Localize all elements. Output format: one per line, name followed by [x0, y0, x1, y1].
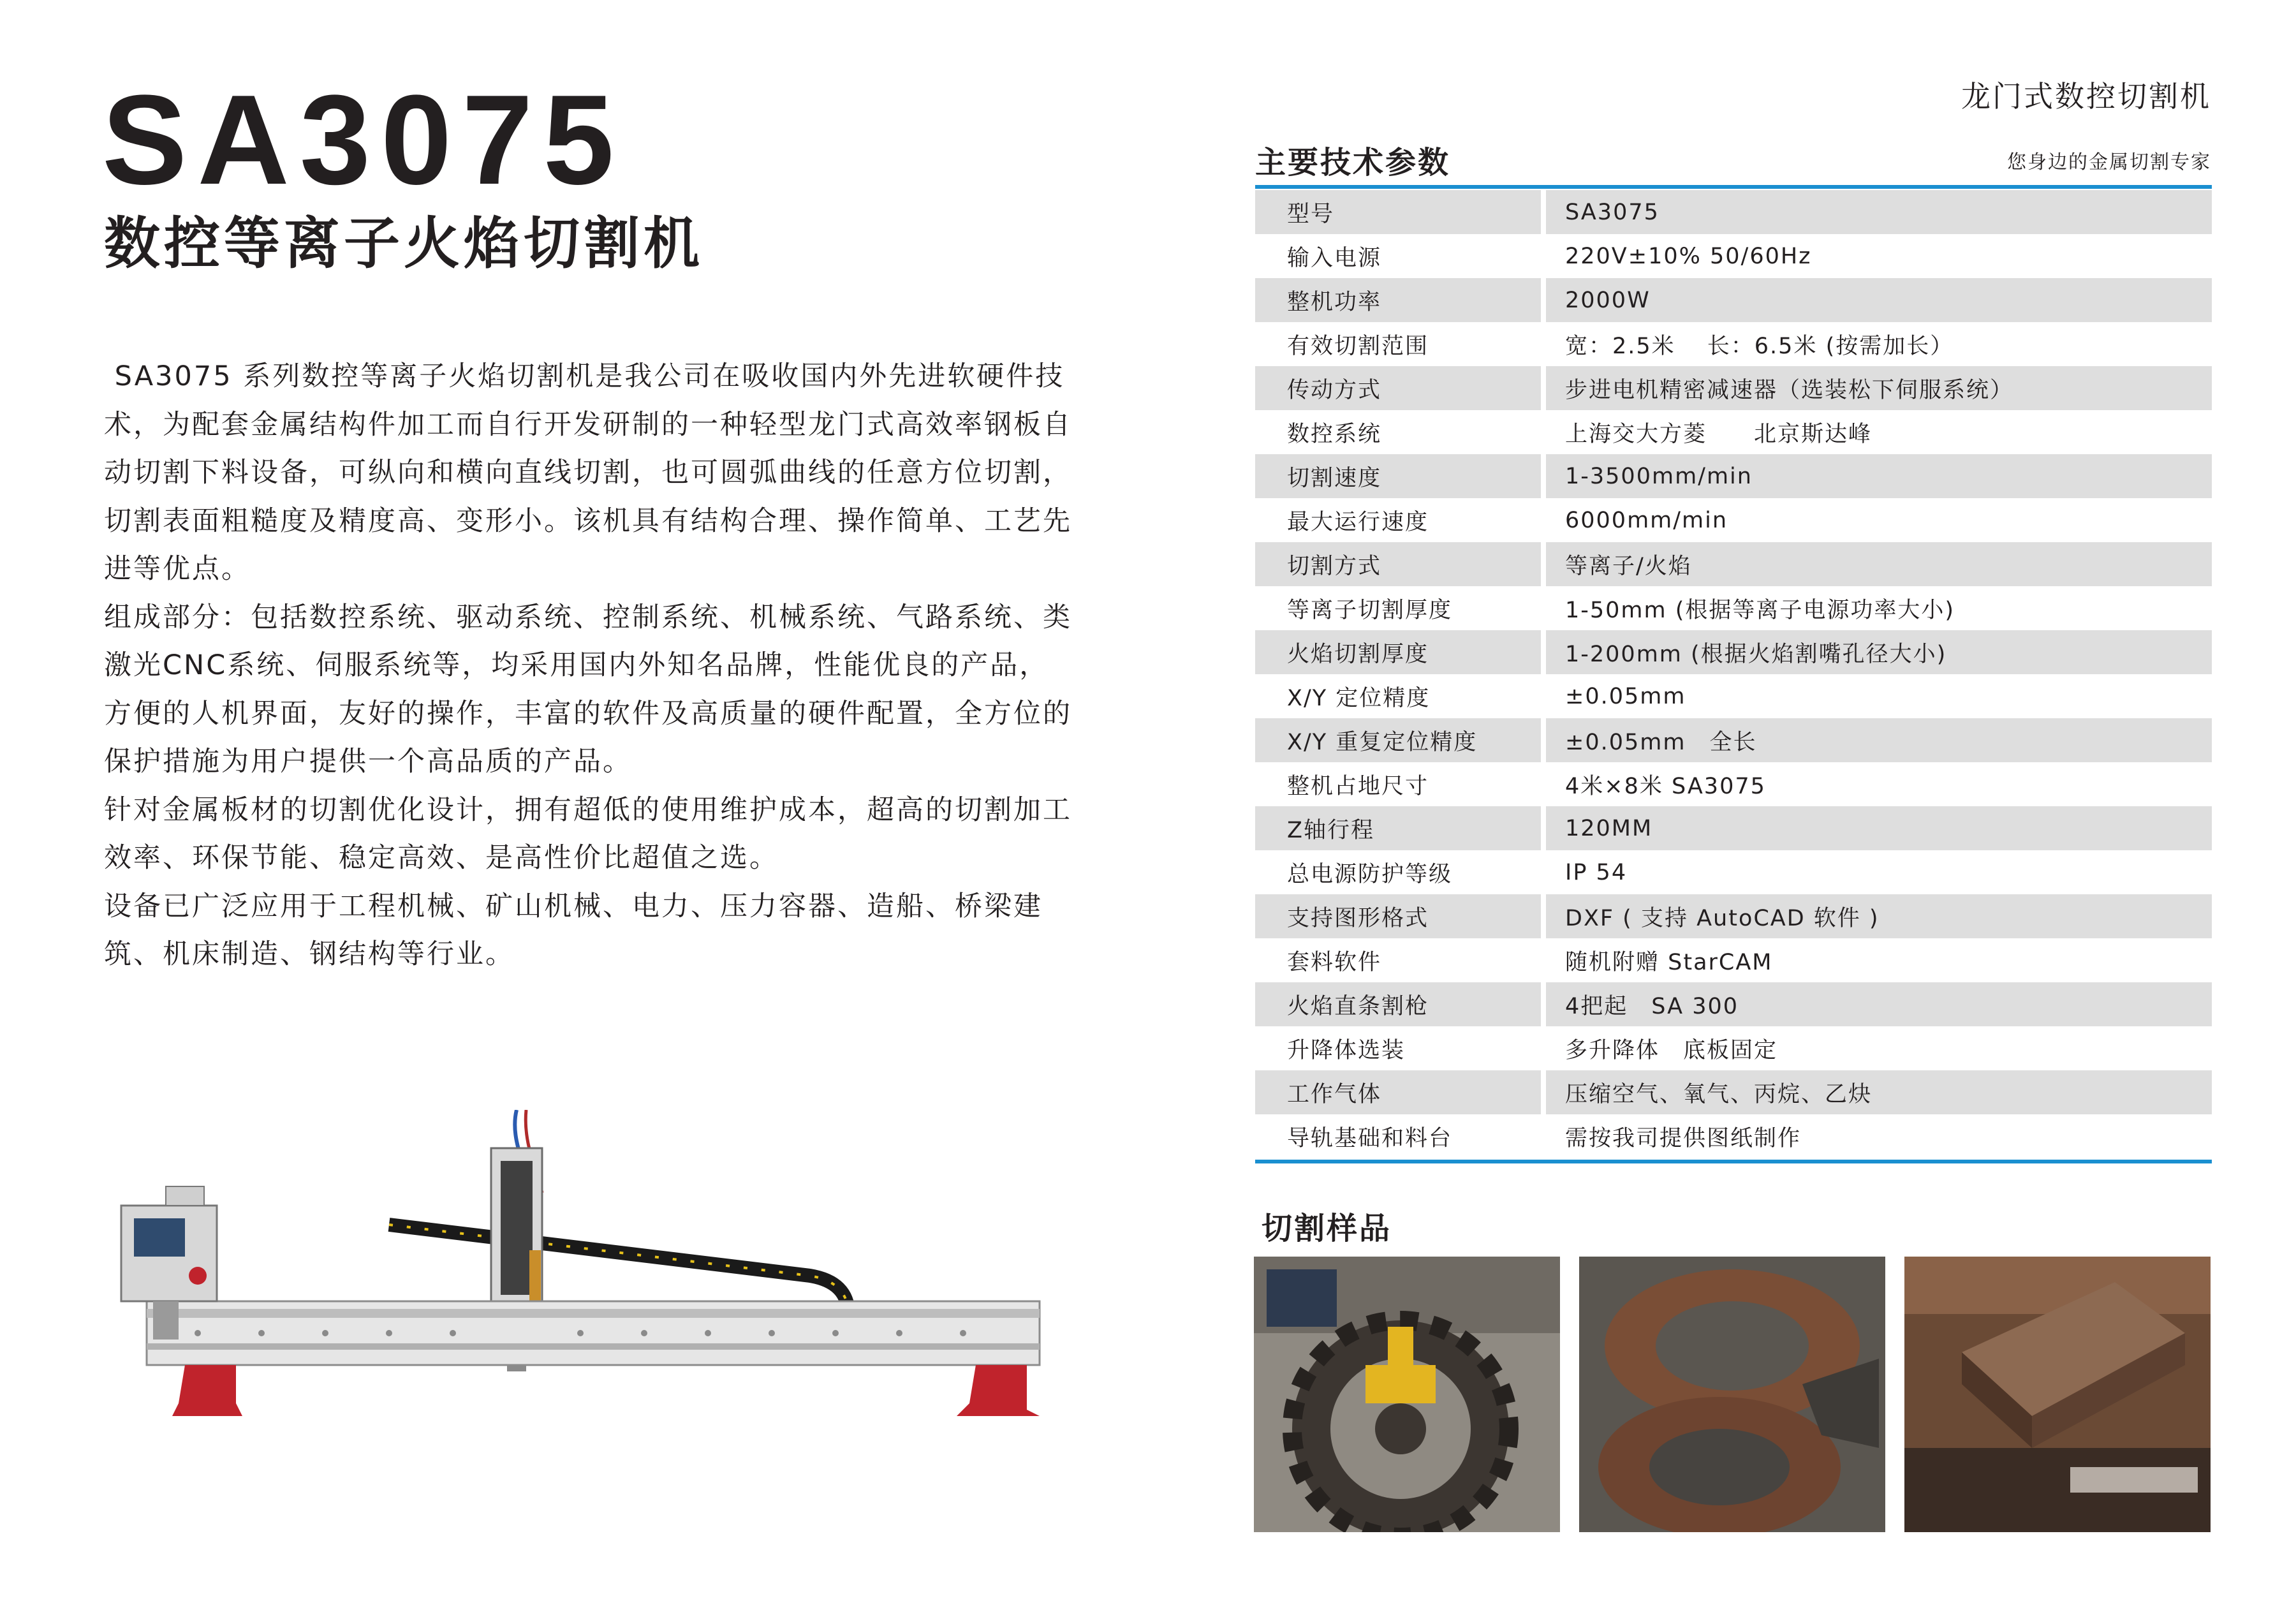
spec-key: 有效切割范围: [1287, 333, 1429, 359]
intro-paragraph: 组成部分：包括数控系统、驱动系统、控制系统、机械系统、气路系统、类激光CNC系统、伺服系统等，均采用国内外知名品牌，性能优良的产品，方便的人机界面，友好的操作，丰富的软件及高质量的硬件配置，全方位的保护措施为用户提供一个高品质的产品。: [104, 601, 1072, 778]
spec-value: 宽：2.5米 长：6.5米 (按需加长）: [1565, 333, 1954, 359]
samples-title: 切割样品: [1262, 1211, 1392, 1246]
spec-key: X/Y 定位精度: [1287, 685, 1431, 711]
intro-paragraph: SA3075 系列数控等离子火焰切割机是我公司在吸收国内外先进软硬件技术，为配套金属结构件加工而自行开发研制的一种轻型龙门式高效率钢板自动切割下料设备，可纵向和横向直线切割，也可圆弧曲线的任意方位切割，切割表面粗糙度及精度高、变形小。该机具有结构合理、操作简单、工艺先进等优点。: [104, 360, 1072, 585]
spec-row: [1255, 1070, 2212, 1114]
spec-key: 最大运行速度: [1287, 509, 1429, 535]
spec-key: 总电源防护等级: [1287, 861, 1453, 887]
spec-key: 等离子切割厚度: [1287, 597, 1453, 623]
spec-value: ±0.05mm: [1565, 683, 1686, 709]
spec-value: 4米×8米 SA3075: [1565, 773, 1766, 799]
spec-row: [1255, 630, 2212, 674]
spec-value: DXF ( 支持 AutoCAD 软件 ): [1565, 905, 1880, 931]
spec-row: [1255, 234, 2212, 278]
spec-row: [1255, 542, 2212, 586]
spec-row: [1255, 498, 2212, 542]
spec-title: 主要技术参数: [1255, 145, 1451, 181]
spec-row: [1255, 674, 2212, 718]
spec-row: [1255, 938, 2212, 982]
spec-value: 4把起 SA 300: [1565, 993, 1739, 1019]
spec-value: ±0.05mm 全长: [1565, 729, 1757, 755]
spec-value: 2000W: [1565, 287, 1651, 313]
spec-row: [1255, 366, 2212, 410]
spec-value: IP 54: [1565, 859, 1628, 885]
spec-row: [1255, 410, 2212, 454]
spec-value: 1-50mm (根据等离子电源功率大小): [1565, 597, 1955, 623]
intro-paragraph: 针对金属板材的切割优化设计，拥有超低的使用维护成本，超高的切割加工效率、环保节能、稳定高效、是高性价比超值之选。: [104, 794, 1072, 874]
spec-value: 220V±10% 50/60Hz: [1565, 243, 1812, 269]
sample-photo-rings: [1579, 1257, 1885, 1532]
sample-photo-gear: [1254, 1257, 1560, 1532]
spec-row: [1255, 762, 2212, 806]
spec-row: [1255, 586, 2212, 630]
spec-key: 整机功率: [1287, 289, 1382, 315]
spec-key: 套料软件: [1287, 949, 1382, 975]
spec-key: 数控系统: [1287, 421, 1382, 447]
spec-value: 多升降体 底板固定: [1565, 1037, 1778, 1063]
spec-key: 工作气体: [1287, 1081, 1382, 1107]
spec-row: [1255, 894, 2212, 938]
spec-row: [1255, 982, 2212, 1026]
spec-row: [1255, 278, 2212, 322]
spec-key: 支持图形格式: [1287, 905, 1429, 931]
machine-illustration: [108, 1110, 1052, 1429]
spec-key: 升降体选装: [1287, 1037, 1406, 1063]
spec-row: [1255, 1026, 2212, 1070]
spec-value: 120MM: [1565, 815, 1653, 841]
spec-row: [1255, 322, 2212, 366]
spec-key: X/Y 重复定位精度: [1287, 729, 1478, 755]
spec-value: SA3075: [1565, 199, 1659, 225]
spec-value: 1-3500mm/min: [1565, 463, 1753, 489]
spec-value: 6000mm/min: [1565, 507, 1728, 533]
spec-row: [1255, 190, 2212, 234]
intro-text: [104, 353, 1073, 979]
slogan: 您身边的金属切割专家: [2007, 151, 2211, 173]
spec-top-rule: [1255, 185, 2212, 189]
spec-value: 随机附赠 StarCAM: [1565, 949, 1773, 975]
spec-value: 步进电机精密减速器（选装松下伺服系统）: [1565, 377, 2014, 403]
spec-key: Z轴行程: [1287, 817, 1374, 843]
spec-row: [1255, 806, 2212, 850]
spec-value: 需按我司提供图纸制作: [1565, 1125, 1802, 1151]
spec-bottom-rule: [1255, 1160, 2212, 1163]
spec-value: 压缩空气、氧气、丙烷、乙炔: [1565, 1081, 1873, 1107]
spec-value: 等离子/火焰: [1565, 553, 1692, 579]
spec-key: 切割方式: [1287, 553, 1382, 579]
spec-row: [1255, 1114, 2212, 1158]
intro-paragraph: 设备已广泛应用于工程机械、矿山机械、电力、压力容器、造船、桥梁建筑、机床制造、钢结构等行业。: [104, 890, 1043, 970]
spec-value: 上海交大方菱 北京斯达峰: [1565, 421, 1873, 447]
model-title: SA3075: [102, 69, 624, 211]
series-label: 龙门式数控切割机: [1961, 79, 2211, 114]
spec-table: [1255, 190, 2212, 1158]
spec-row: [1255, 850, 2212, 894]
spec-row: [1255, 718, 2212, 762]
sample-photo-block: [1904, 1257, 2211, 1532]
spec-key: 导轨基础和料台: [1287, 1125, 1453, 1151]
spec-key: 传动方式: [1287, 377, 1382, 403]
spec-key: 火焰直条割枪: [1287, 993, 1429, 1019]
spec-value: 1-200mm (根据火焰割嘴孔径大小): [1565, 641, 1947, 667]
spec-key: 型号: [1287, 201, 1335, 227]
spec-row: [1255, 454, 2212, 498]
spec-key: 整机占地尺寸: [1287, 773, 1429, 799]
spec-key: 火焰切割厚度: [1287, 641, 1429, 667]
spec-key: 切割速度: [1287, 465, 1382, 491]
spec-key: 输入电源: [1287, 245, 1382, 271]
product-name: 数控等离子火焰切割机: [104, 210, 704, 276]
